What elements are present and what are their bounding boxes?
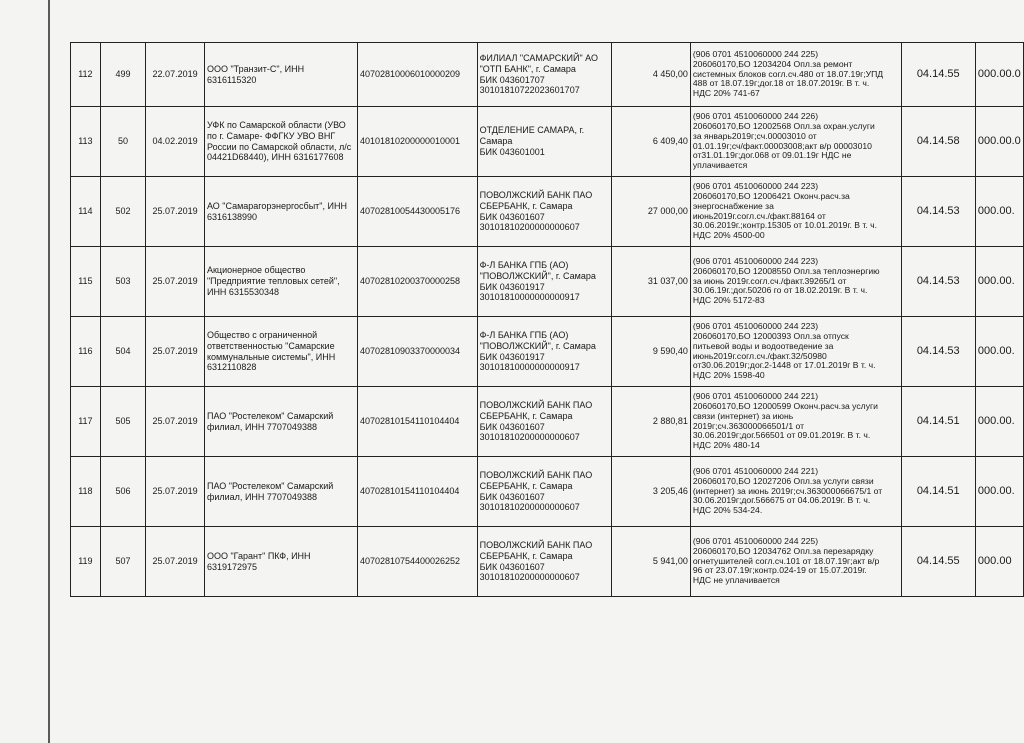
payment-date: 25.07.2019 [146,177,205,247]
payment-date: 25.07.2019 [146,457,205,527]
document-number: 506 [100,457,145,527]
row-number: 112 [71,43,101,107]
row-number: 116 [71,317,101,387]
table-row [71,177,1024,247]
payee-name: ПАО "Ростелеком" Самарский филиал, ИНН 7707049388 [204,387,357,457]
payee-name: ПАО "Ростелеком" Самарский филиал, ИНН 7707049388 [204,457,357,527]
payment-amount: 31 037,00 [611,247,690,317]
payee-name: ООО "Гарант" ПКФ, ИНН 6319172975 [204,527,357,597]
payee-bank: ПОВОЛЖСКИЙ БАНК ПАО СБЕРБАНК, г. Самара БИК 043601607 30101810200000000607 [477,177,611,247]
payment-amount: 3 205,46 [611,457,690,527]
payee-bank: Ф-Л БАНКА ГПБ (АО) "ПОВОЛЖСКИЙ", г. Самара БИК 043601917 30101810000000000917 [477,317,611,387]
table-row [71,247,1024,317]
table-row [71,457,1024,527]
budget-code: 04.14.53 [901,247,975,317]
payee-bank: ПОВОЛЖСКИЙ БАНК ПАО СБЕРБАНК, г. Самара БИК 043601607 30101810200000000607 [477,457,611,527]
payee-account: 40702810754400026252 [357,527,477,597]
budget-code: 04.14.51 [901,387,975,457]
classification-code: 000.00. [975,387,1023,457]
classification-code: 000.00. [975,317,1023,387]
payee-account: 40702810200370000258 [357,247,477,317]
budget-code: 04.14.58 [901,107,975,177]
payment-amount: 6 409,40 [611,107,690,177]
payment-register-body [71,43,1024,597]
table-row [71,387,1024,457]
payment-date: 04.02.2019 [146,107,205,177]
payment-purpose: (906 0701 4510060000 244 226) 206060170,БО 12002568 Опл.за охран.услуги за январь2019г;сч.00003010 от 01.01.19г;сч/факт.00003008;акт в/р 00003010 от31.01.19г;дог.068 от 09.01.19г НДС не уплачивается [690,107,901,177]
document-number: 507 [100,527,145,597]
payment-purpose: (906 0701 4510060000 244 223) 206060170,БО 12000393 Опл.за отпуск питьевой воды и водоотведение за июнь2019г.согл.сч./факт.32/50980 от30.06.2019г;дог.2-1448 от 17.01.2019г В т. ч. НДС 20% 1598-40 [690,317,901,387]
payment-date: 25.07.2019 [146,387,205,457]
payment-register-sheet [70,42,1024,597]
row-number: 113 [71,107,101,177]
budget-code: 04.14.55 [901,527,975,597]
payment-purpose: (906 0701 4510060000 244 223) 206060170,БО 12006421 Оконч.расч.за энергоснабжение за июнь2019г.согл.сч./факт.88164 от 30.06.2019г.;контр.15305 от 10.01.2019г. В т. ч. НДС 20% 4500-00 [690,177,901,247]
payee-name: Акционерное общество "Предприятие тепловых сетей", ИНН 6315530348 [204,247,357,317]
payment-register-table [70,42,1024,597]
page-binding-edge [48,0,50,743]
payment-purpose: (906 0701 4510060000 244 221) 206060170,БО 12000599 Оконч.расч.за услуги связи (интернет) за июнь 2019г;сч.363000066501/1 от 30.06.2019г;дог.566501 от 09.01.2019г. В т. ч. НДС 20% 480-14 [690,387,901,457]
payment-date: 25.07.2019 [146,247,205,317]
payment-date: 25.07.2019 [146,527,205,597]
classification-code: 000.00.0 [975,107,1023,177]
payee-account: 40702810006010000209 [357,43,477,107]
document-number: 504 [100,317,145,387]
payee-name: УФК по Самарской области (УВО по г. Самаре- ФФГКУ УВО ВНГ России по Самарской области, л/с 04421D68440), ИНН 6316177608 [204,107,357,177]
table-row [71,317,1024,387]
table-row [71,107,1024,177]
document-number: 502 [100,177,145,247]
document-number: 503 [100,247,145,317]
payment-amount: 4 450,00 [611,43,690,107]
payment-date: 25.07.2019 [146,317,205,387]
budget-code: 04.14.51 [901,457,975,527]
payment-date: 22.07.2019 [146,43,205,107]
payment-amount: 27 000,00 [611,177,690,247]
classification-code: 000.00 [975,527,1023,597]
payment-purpose: (906 0701 4510060000 244 225) 206060170,БО 12034204 Опл.за ремонт системных блоков согл.сч.480 от 18.07.19г;УПД 488 от 18.07.19г;дог.18 от 18.07.2019г. В т. ч. НДС 20% 741-67 [690,43,901,107]
budget-code: 04.14.53 [901,317,975,387]
payee-bank: ОТДЕЛЕНИЕ САМАРА, г. Самара БИК 043601001 [477,107,611,177]
classification-code: 000.00. [975,457,1023,527]
payment-amount: 2 880,81 [611,387,690,457]
table-row [71,43,1024,107]
payment-purpose: (906 0701 4510060000 244 223) 206060170,БО 12008550 Опл.за теплоэнергию за июнь 2019г.согл.сч./факт.39265/1 от 30.06.19г.;дог.50206 го от 18.02.2019г. В т. ч. НДС 20% 5172-83 [690,247,901,317]
classification-code: 000.00. [975,247,1023,317]
payee-account: 40702810154110104404 [357,457,477,527]
payee-bank: ПОВОЛЖСКИЙ БАНК ПАО СБЕРБАНК, г. Самара БИК 043601607 30101810200000000607 [477,387,611,457]
budget-code: 04.14.55 [901,43,975,107]
payee-bank: Ф-Л БАНКА ГПБ (АО) "ПОВОЛЖСКИЙ", г. Самара БИК 043601917 30101810000000000917 [477,247,611,317]
payee-account: 40101810200000010001 [357,107,477,177]
document-number: 499 [100,43,145,107]
payee-bank: ПОВОЛЖСКИЙ БАНК ПАО СБЕРБАНК, г. Самара БИК 043601607 30101810200000000607 [477,527,611,597]
payee-account: 40702810154110104404 [357,387,477,457]
classification-code: 000.00. [975,177,1023,247]
payee-name: ООО "Транзит-С", ИНН 6316115320 [204,43,357,107]
payment-purpose: (906 0701 4510060000 244 225) 206060170,БО 12034762 Опл.за перезарядку огнетушителей согл.сч.101 от 18.07.19г;акт в/р 96 от 23.07.19г;контр.024-19 от 15.07.2019г. НДС не уплачивается [690,527,901,597]
classification-code: 000.00.0 [975,43,1023,107]
row-number: 114 [71,177,101,247]
payment-amount: 5 941,00 [611,527,690,597]
payee-name: АО "Самарагорэнергосбыт", ИНН 6316138990 [204,177,357,247]
payee-name: Общество с ограниченной ответственностью "Самарские коммунальные системы", ИНН 6312110828 [204,317,357,387]
payee-account: 40702810054430005176 [357,177,477,247]
row-number: 115 [71,247,101,317]
row-number: 118 [71,457,101,527]
payee-account: 40702810903370000034 [357,317,477,387]
document-number: 50 [100,107,145,177]
row-number: 119 [71,527,101,597]
payment-amount: 9 590,40 [611,317,690,387]
payment-purpose: (906 0701 4510060000 244 221) 206060170,БО 12027206 Опл.за услуги связи (интернет) за июнь 2019г;сч.363000066675/1 от 30.06.2019г;дог.566675 от 04.06.2019г. В т. ч. НДС 20% 534-24. [690,457,901,527]
payee-bank: ФИЛИАЛ "САМАРСКИЙ" АО "ОТП БАНК", г. Самара БИК 043601707 30101810722023601707 [477,43,611,107]
budget-code: 04.14.53 [901,177,975,247]
table-row [71,527,1024,597]
document-number: 505 [100,387,145,457]
row-number: 117 [71,387,101,457]
